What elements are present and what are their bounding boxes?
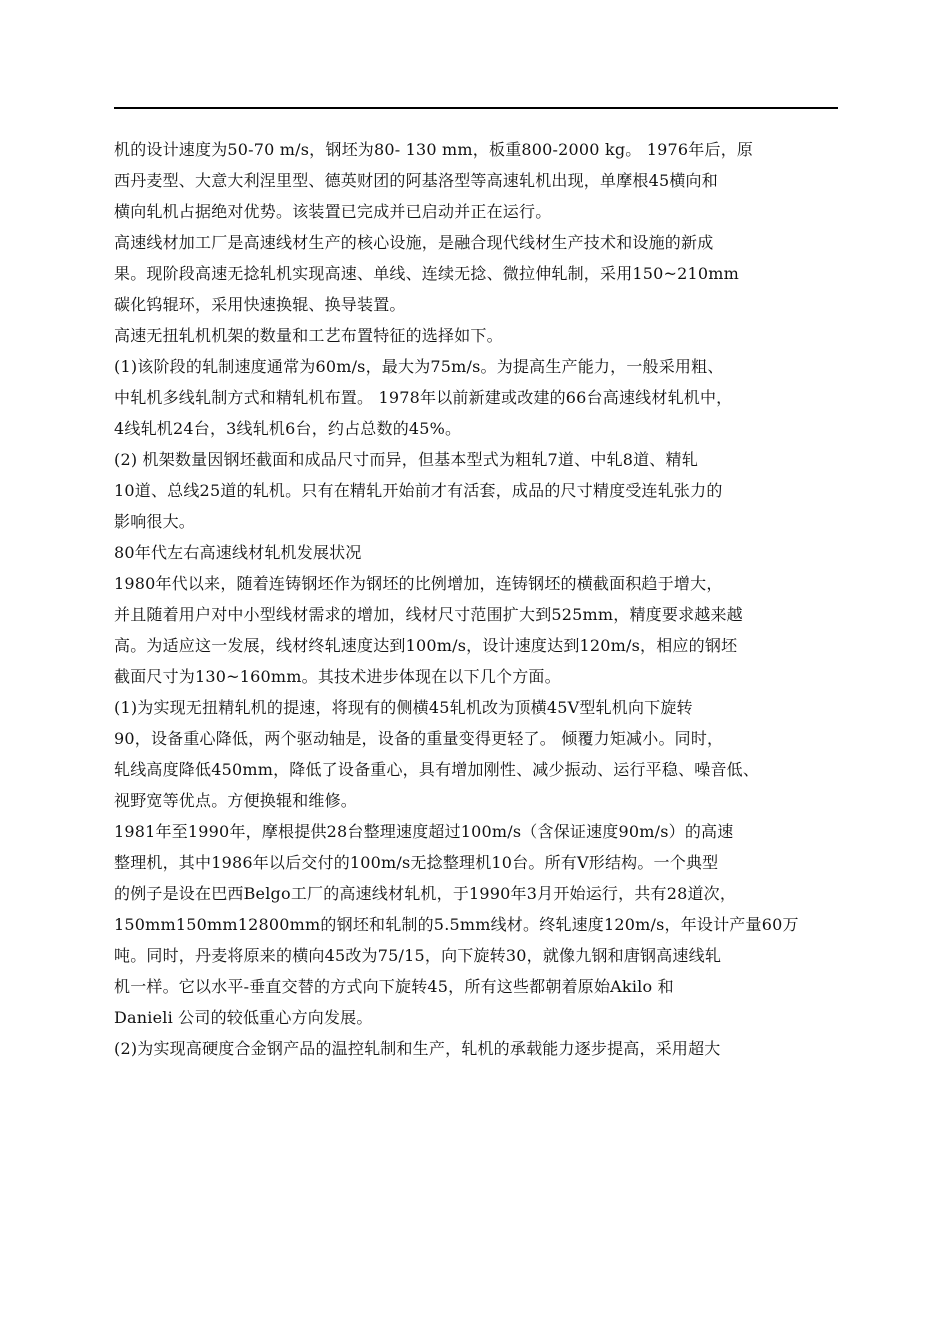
text-line: (2) 机架数量因钢坯截面和成品尺寸而异，但基本型式为粗轧7道、中轧8道、精轧	[114, 450, 698, 469]
text-line: 碳化钨辊环，采用快速换辊、换导装置。	[114, 295, 406, 314]
text-line: 90，设备重心降低，两个驱动轴是，设备的重量变得更轻了。 倾覆力矩减小。同时，	[114, 729, 724, 748]
paragraph	[114, 537, 844, 568]
header-rule	[114, 107, 838, 109]
paragraph	[114, 134, 844, 227]
paragraph	[114, 692, 844, 816]
text-line: (1)为实现无扭精轧机的提速，将现有的侧横45轧机改为顶横45V型轧机向下旋转	[114, 698, 693, 717]
paragraph	[114, 444, 844, 537]
text-line: 1981年至1990年，摩根提供28台整理速度超过100m/s（含保证速度90m/s）的高速	[114, 822, 734, 841]
text-line: Danieli 公司的较低重心方向发展。	[114, 1008, 373, 1027]
text-line: 果。现阶段高速无捻轧机实现高速、单线、连续无捻、微拉伸轧制，采用150~210mm	[114, 264, 740, 283]
text-line: 80年代左右高速线材轧机发展状况	[114, 543, 362, 562]
text-line: 整理机，其中1986年以后交付的100m/s无捻整理机10台。所有V形结构。一个典型	[114, 853, 719, 872]
text-line: 150mm150mm12800mm的钢坯和轧制的5.5mm线材。终轧速度120m/s，年设计产量60万	[114, 915, 799, 934]
text-line: 的例子是设在巴西Belgo工厂的高速线材轧机，于1990年3月开始运行，共有28道次，	[114, 884, 737, 903]
text-line: 视野宽等优点。方便换辊和维修。	[114, 791, 358, 810]
text-line: 10道、总线25道的轧机。只有在精轧开始前才有活套，成品的尺寸精度受连轧张力的	[114, 481, 723, 500]
paragraph	[114, 816, 844, 1033]
text-line: (2)为实现高硬度合金钢产品的温控轧制和生产，轧机的承载能力逐步提高，采用超大	[114, 1039, 721, 1058]
paragraph	[114, 227, 844, 320]
text-line: 高速无扭轧机机架的数量和工艺布置特征的选择如下。	[114, 326, 503, 345]
text-line: 机一样。它以水平-垂直交替的方式向下旋转45，所有这些都朝着原始Akilo 和	[114, 977, 674, 996]
paragraph	[114, 1033, 844, 1064]
text-line: 机的设计速度为50-70 m/s，钢坯为80- 130 mm，板重800-2000 kg。 1976年后，原	[114, 140, 754, 159]
paragraph	[114, 320, 844, 351]
paragraph	[114, 568, 844, 692]
text-line: 高速线材加工厂是高速线材生产的核心设施，是融合现代线材生产技术和设施的新成	[114, 233, 714, 252]
text-line: 并且随着用户对中小型线材需求的增加，线材尺寸范围扩大到525mm，精度要求越来越	[114, 605, 743, 624]
text-line: 1980年代以来，随着连铸钢坯作为钢坯的比例增加，连铸钢坯的横截面积趋于增大，	[114, 574, 723, 593]
text-line: 吨。同时，丹麦将原来的横向45改为75/15，向下旋转30，就像九钢和唐钢高速线轧	[114, 946, 722, 965]
text-line: 截面尺寸为130~160mm。其技术进步体现在以下几个方面。	[114, 667, 561, 686]
paragraph	[114, 351, 844, 444]
text-line: (1)该阶段的轧制速度通常为60m/s，最大为75m/s。为提高生产能力，一般采用粗、	[114, 357, 724, 376]
text-line: 影响很大。	[114, 512, 196, 531]
text-line: 西丹麦型、大意大利涅里型、德英财团的阿基洛型等高速轧机出现，单摩根45横向和	[114, 171, 718, 190]
text-line: 中轧机多线轧制方式和精轧机布置。 1978年以前新建或改建的66台高速线材轧机中，	[114, 388, 733, 407]
document-body	[114, 134, 844, 1064]
text-line: 横向轧机占据绝对优势。该装置已完成并已启动并正在运行。	[114, 202, 552, 221]
text-line: 4线轧机24台，3线轧机6台，约占总数的45%。	[114, 419, 462, 438]
text-line: 高。为适应这一发展，线材终轧速度达到100m/s，设计速度达到120m/s，相应的钢坯	[114, 636, 738, 655]
text-line: 轧线高度降低450mm，降低了设备重心，具有增加刚性、减少振动、运行平稳、噪音低、	[114, 760, 760, 779]
